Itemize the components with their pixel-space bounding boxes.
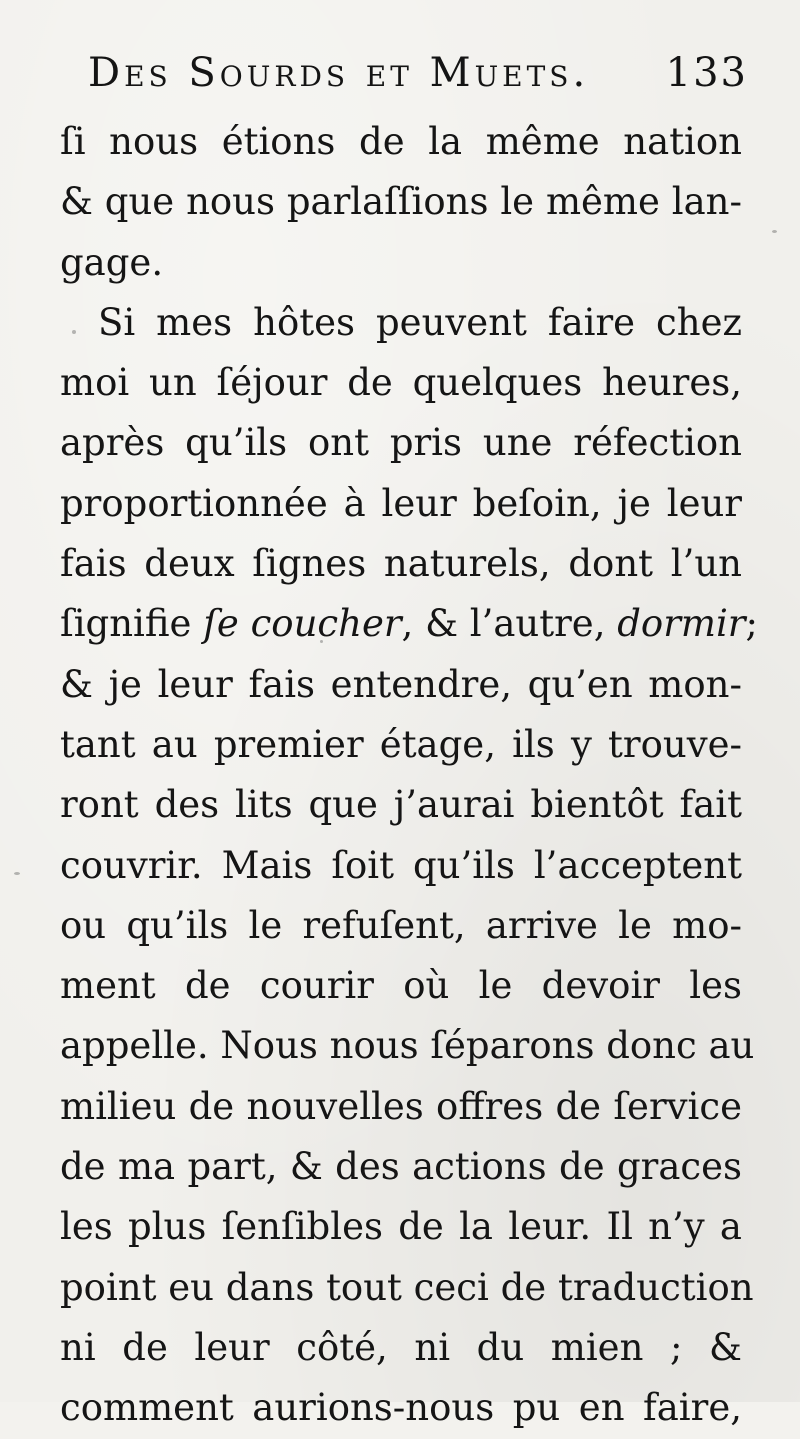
paper-speck (320, 640, 323, 643)
text-line: & que nous parlaſſions le même lan- (60, 180, 742, 224)
text-line: gage. (60, 240, 164, 284)
running-head (88, 50, 748, 110)
text-line: ront des lits que j’aurai bientôt fait (60, 783, 742, 827)
paper-speck (72, 330, 76, 334)
text-line: ment de courir où le devoir les (60, 964, 742, 1008)
text-line: proportionnée à leur beſoin, je leur (60, 481, 742, 525)
text-line: milieu de nouvelles offres de ſervice (60, 1084, 742, 1128)
text-line: après qu’ils ont pris une réfection (60, 421, 742, 465)
text-line: fais deux ſignes naturels, dont l’un (60, 542, 742, 586)
text-line: & je leur fais entendre, qu’en mon- (60, 662, 742, 706)
text-line: moi un ſéjour de quelques heures, (60, 361, 742, 405)
text-line: couvrir. Mais ſoit qu’ils l’acceptent (60, 843, 742, 887)
text-line: les plus ſenſibles de la leur. Il n’y a (60, 1205, 742, 1249)
paper-speck (14, 872, 20, 875)
text-line: tant au premier étage, ils y trouve- (60, 722, 742, 766)
running-head-title: Des Sourds et Muets. (88, 50, 590, 96)
paper-speck (772, 230, 777, 233)
page-number: 133 (665, 50, 748, 96)
text-line: ou qu’ils le refuſent, arrive le mo- (60, 903, 742, 947)
paragraph-start-line: Si mes hôtes peuvent faire chez (98, 300, 742, 344)
italic-phrase: dormir (617, 602, 746, 646)
text-line: ni de leur côté, ni du mien ; & (60, 1325, 742, 1369)
text-line: ſi nous étions de la même nation (60, 120, 742, 163)
italic-phrase: ſe coucher (203, 602, 402, 646)
text-line: de ma part, & des actions de graces (60, 1145, 742, 1189)
text-line: point eu dans tout ceci de traduction (60, 1265, 754, 1309)
text-line: comment aurions-nous pu en faire, (60, 1386, 742, 1430)
body-text (60, 112, 758, 1439)
text-line: ſignifie ſe coucher, & l’autre, dormir; (60, 602, 758, 646)
text-line: appelle. Nous nous ſéparons donc au (60, 1024, 755, 1068)
